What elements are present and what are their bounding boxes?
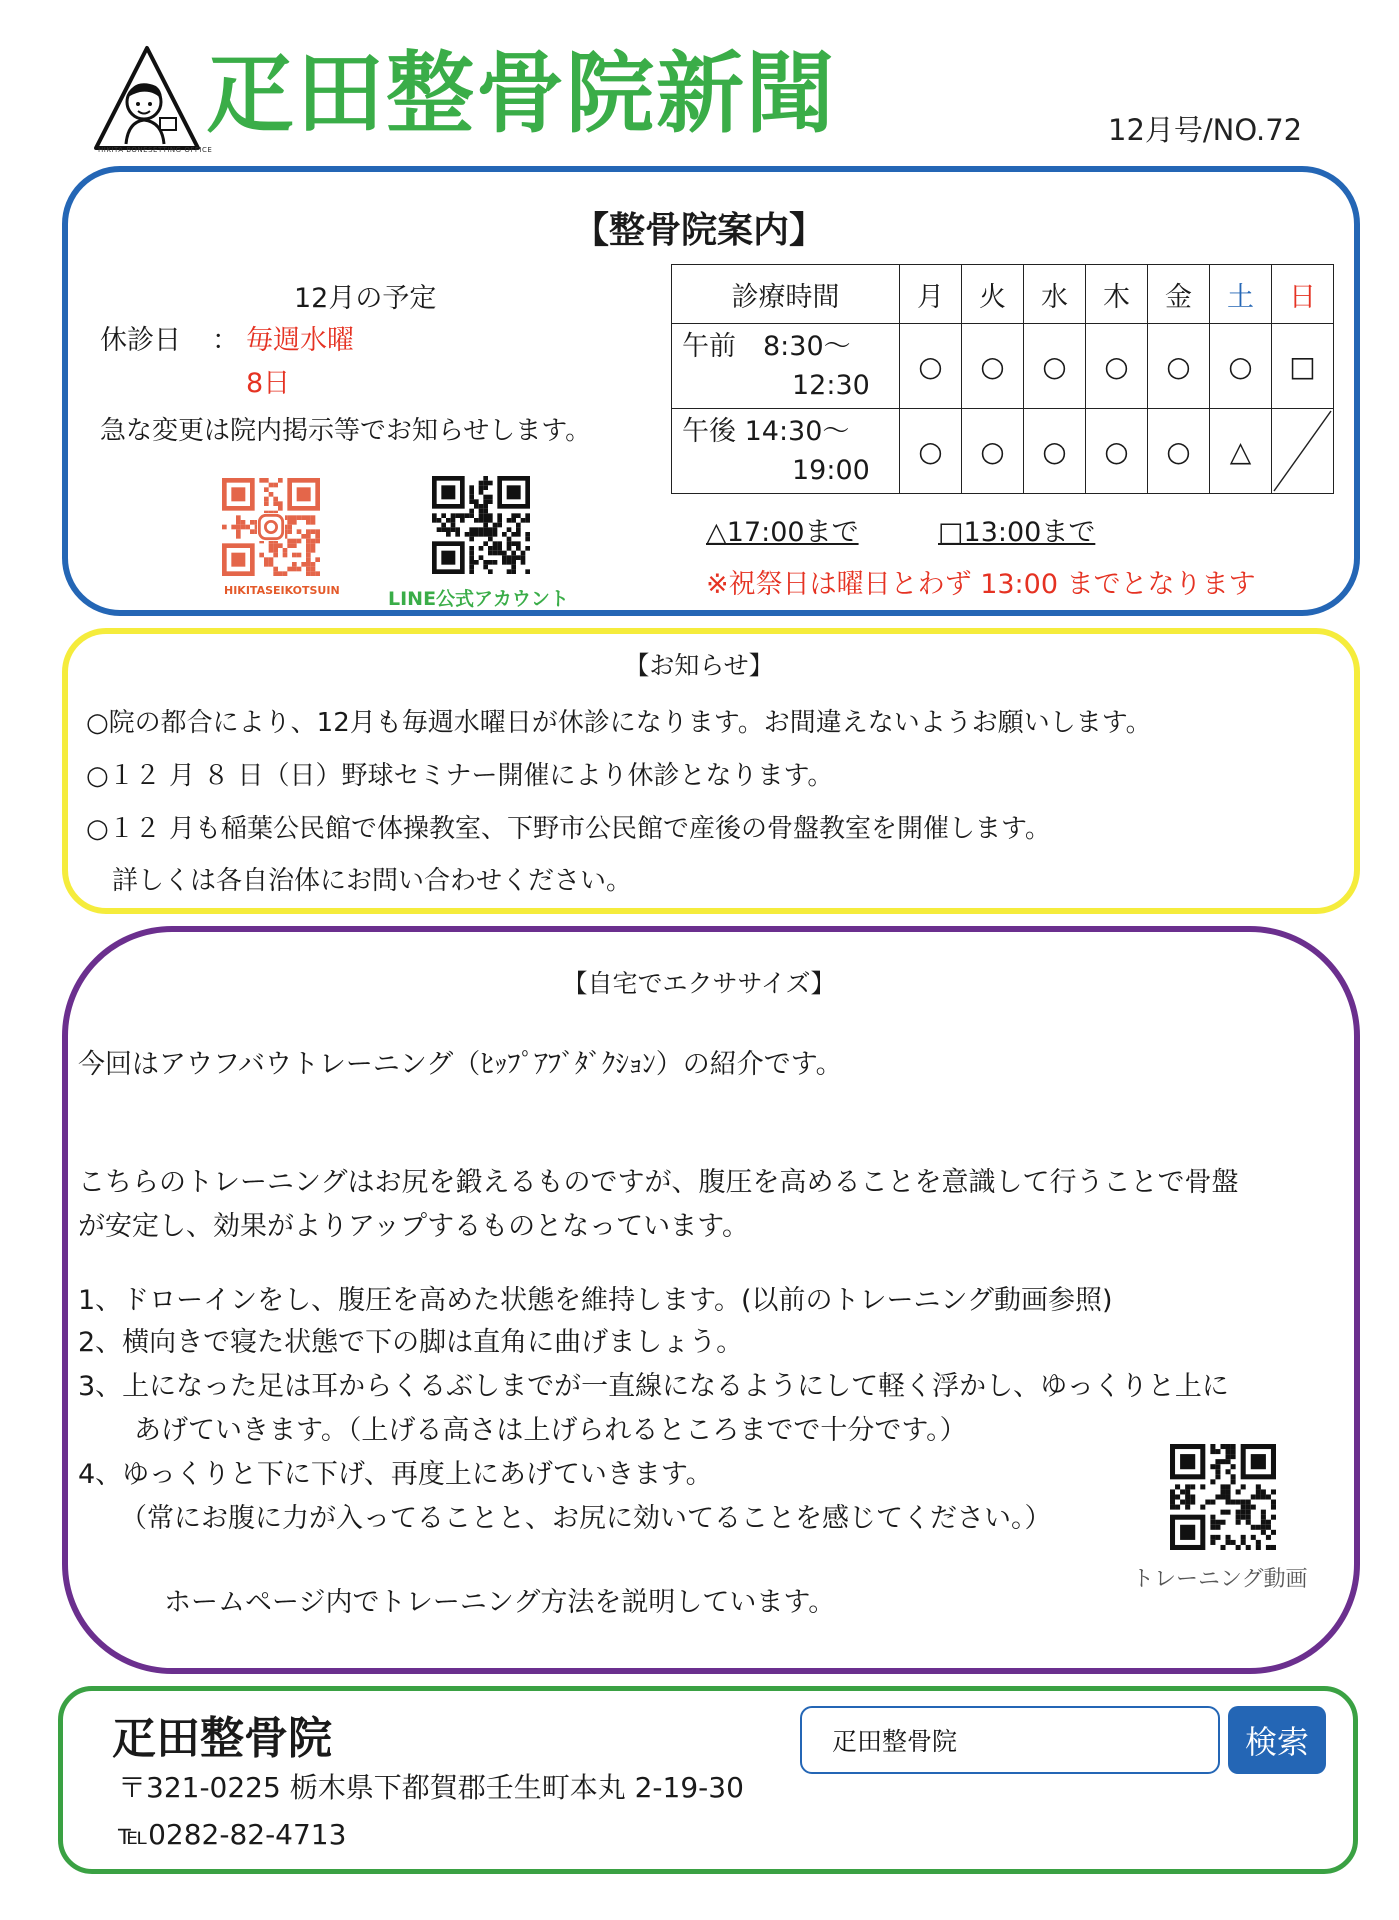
instagram-qr-label: HIKITASEIKOTSUIN — [224, 584, 340, 597]
exercise-step-3: 3、上になった足は耳からくるぶしまでが一直線になるようにして軽く浮かし、ゆっくりと上に — [78, 1371, 1229, 1402]
line-qr-label: LINE公式アカウント — [388, 588, 569, 610]
clinic-info-heading: 【整骨院案内】 — [572, 210, 825, 251]
closed-day-weekly: 毎週水曜 — [246, 325, 354, 356]
schedule-mark: □ — [1272, 324, 1334, 409]
schedule-mark: ○ — [1210, 324, 1272, 409]
morning-hours-start: 午前 8:30〜 — [682, 330, 851, 362]
closed-days-label: 休診日 — [100, 325, 181, 356]
diagonal-slash-icon — [1272, 409, 1333, 493]
clinic-address: 〒321-0225 栃木県下都賀郡壬生町本丸 2-19-30 — [118, 1771, 744, 1804]
schedule-row-morning — [672, 324, 1334, 409]
legend-sunday-morning: □13:00まで — [938, 517, 1096, 548]
day-sun: 日 — [1272, 265, 1334, 324]
closed-slash-cell — [1272, 409, 1334, 494]
exercise-step-4: 4、ゆっくりと下に下げ、再度上にあげていきます。 — [78, 1459, 713, 1490]
schedule-row-afternoon — [672, 409, 1334, 494]
notice-item: ○院の都合により、12月も毎週水曜日が休診になります。お間違えないようお願いします。 — [86, 708, 1152, 738]
schedule-mark: ○ — [900, 324, 962, 409]
schedule-mark: ○ — [1086, 324, 1148, 409]
schedule-mark: ○ — [1148, 324, 1210, 409]
day-wed: 水 — [1024, 265, 1086, 324]
newsletter-title: 疋田整骨院新聞 — [206, 42, 837, 145]
notice-item: ○１２ 月も稲葉公民館で体操教室、下野市公民館で産後の骨盤教室を開催します。 — [86, 814, 1051, 844]
day-mon: 月 — [900, 265, 962, 324]
homepage-note: ホームページ内でトレーニング方法を説明しています。 — [164, 1587, 836, 1618]
notice-item: ○１２ 月 ８ 日（日）野球セミナー開催により休診となります。 — [86, 761, 834, 791]
issue-number: 12月号/NO.72 — [1108, 113, 1303, 147]
day-sat: 土 — [1210, 265, 1272, 324]
search-button[interactable]: 検索 — [1228, 1706, 1326, 1774]
day-fri: 金 — [1148, 265, 1210, 324]
afternoon-hours-cell — [672, 409, 900, 494]
afternoon-hours-end: 19:00 — [792, 455, 870, 486]
schedule-mark: ○ — [962, 409, 1024, 494]
schedule-mark: ○ — [1086, 409, 1148, 494]
legend-saturday-afternoon: △17:00まで — [706, 517, 859, 548]
exercise-step-4-continued: （常にお腹に力が入ってることと、お尻に効いてることを感じてください。） — [120, 1503, 1052, 1534]
change-notice: 急な変更は院内掲示等でお知らせします。 — [100, 416, 592, 446]
schedule-mark: ○ — [1148, 409, 1210, 494]
training-video-qr-code-icon[interactable] — [1170, 1444, 1276, 1550]
closed-days-colon: ： — [212, 325, 239, 356]
exercise-intro: 今回はアウフバウトレーニング（ﾋｯﾌﾟｱﾌﾞﾀﾞｸｼｮﾝ）の紹介です。 — [78, 1049, 843, 1080]
instagram-qr-code-icon[interactable] — [222, 478, 320, 576]
line-qr-code-icon[interactable] — [432, 476, 530, 574]
afternoon-hours-start: 午後 14:30〜 — [682, 415, 850, 447]
schedule-mark: ○ — [900, 409, 962, 494]
consultation-hours-table — [671, 264, 1334, 494]
clinic-logo — [92, 44, 202, 152]
day-tue: 火 — [962, 265, 1024, 324]
training-video-qr-label: トレーニング動画 — [1132, 1567, 1308, 1592]
day-thu: 木 — [1086, 265, 1148, 324]
exercise-step-3-continued: あげていきます。（上げる高さは上げられるところまでで十分です。） — [134, 1415, 967, 1446]
schedule-mark: ○ — [1024, 409, 1086, 494]
morning-hours-cell — [672, 324, 900, 409]
exercise-step-2: 2、横向きで寝た状態で下の脚は直角に曲げましょう。 — [78, 1327, 744, 1358]
exercise-step-1: 1、ドローインをし、腹圧を高めた状態を維持します。(以前のトレーニング動画参照) — [78, 1285, 1113, 1316]
schedule-mark: ○ — [962, 324, 1024, 409]
logo-caption: HIKITA BONESETTING OFFICE — [98, 146, 213, 154]
exercise-description-line: こちらのトレーニングはお尻を鍛えるものですが、腹圧を高めることを意識して行うことで骨盤 — [78, 1167, 1239, 1198]
schedule-mark: ○ — [1024, 324, 1086, 409]
holiday-hours-note: ※祝祭日は曜日とわず 13:00 までとなります — [706, 569, 1256, 600]
notice-item-continued: 詳しくは各自治体にお問い合わせください。 — [112, 866, 633, 896]
footer-clinic-name: 疋田整骨院 — [112, 1713, 332, 1764]
exercise-heading: 【自宅でエクササイズ】 — [562, 969, 836, 998]
monthly-plan-heading: 12月の予定 — [294, 283, 437, 314]
closed-day-date: 8日 — [246, 368, 291, 399]
schedule-header-row — [672, 265, 1334, 324]
schedule-mark: △ — [1210, 409, 1272, 494]
exercise-description-line: が安定し、効果がよりアップするものとなっています。 — [78, 1211, 749, 1242]
morning-hours-end: 12:30 — [792, 370, 870, 401]
notice-heading: 【お知らせ】 — [624, 651, 774, 680]
search-input[interactable] — [800, 1706, 1220, 1774]
clinic-phone: ℡0282-82-4713 — [118, 1818, 347, 1851]
hours-header-cell: 診療時間 — [672, 265, 900, 324]
